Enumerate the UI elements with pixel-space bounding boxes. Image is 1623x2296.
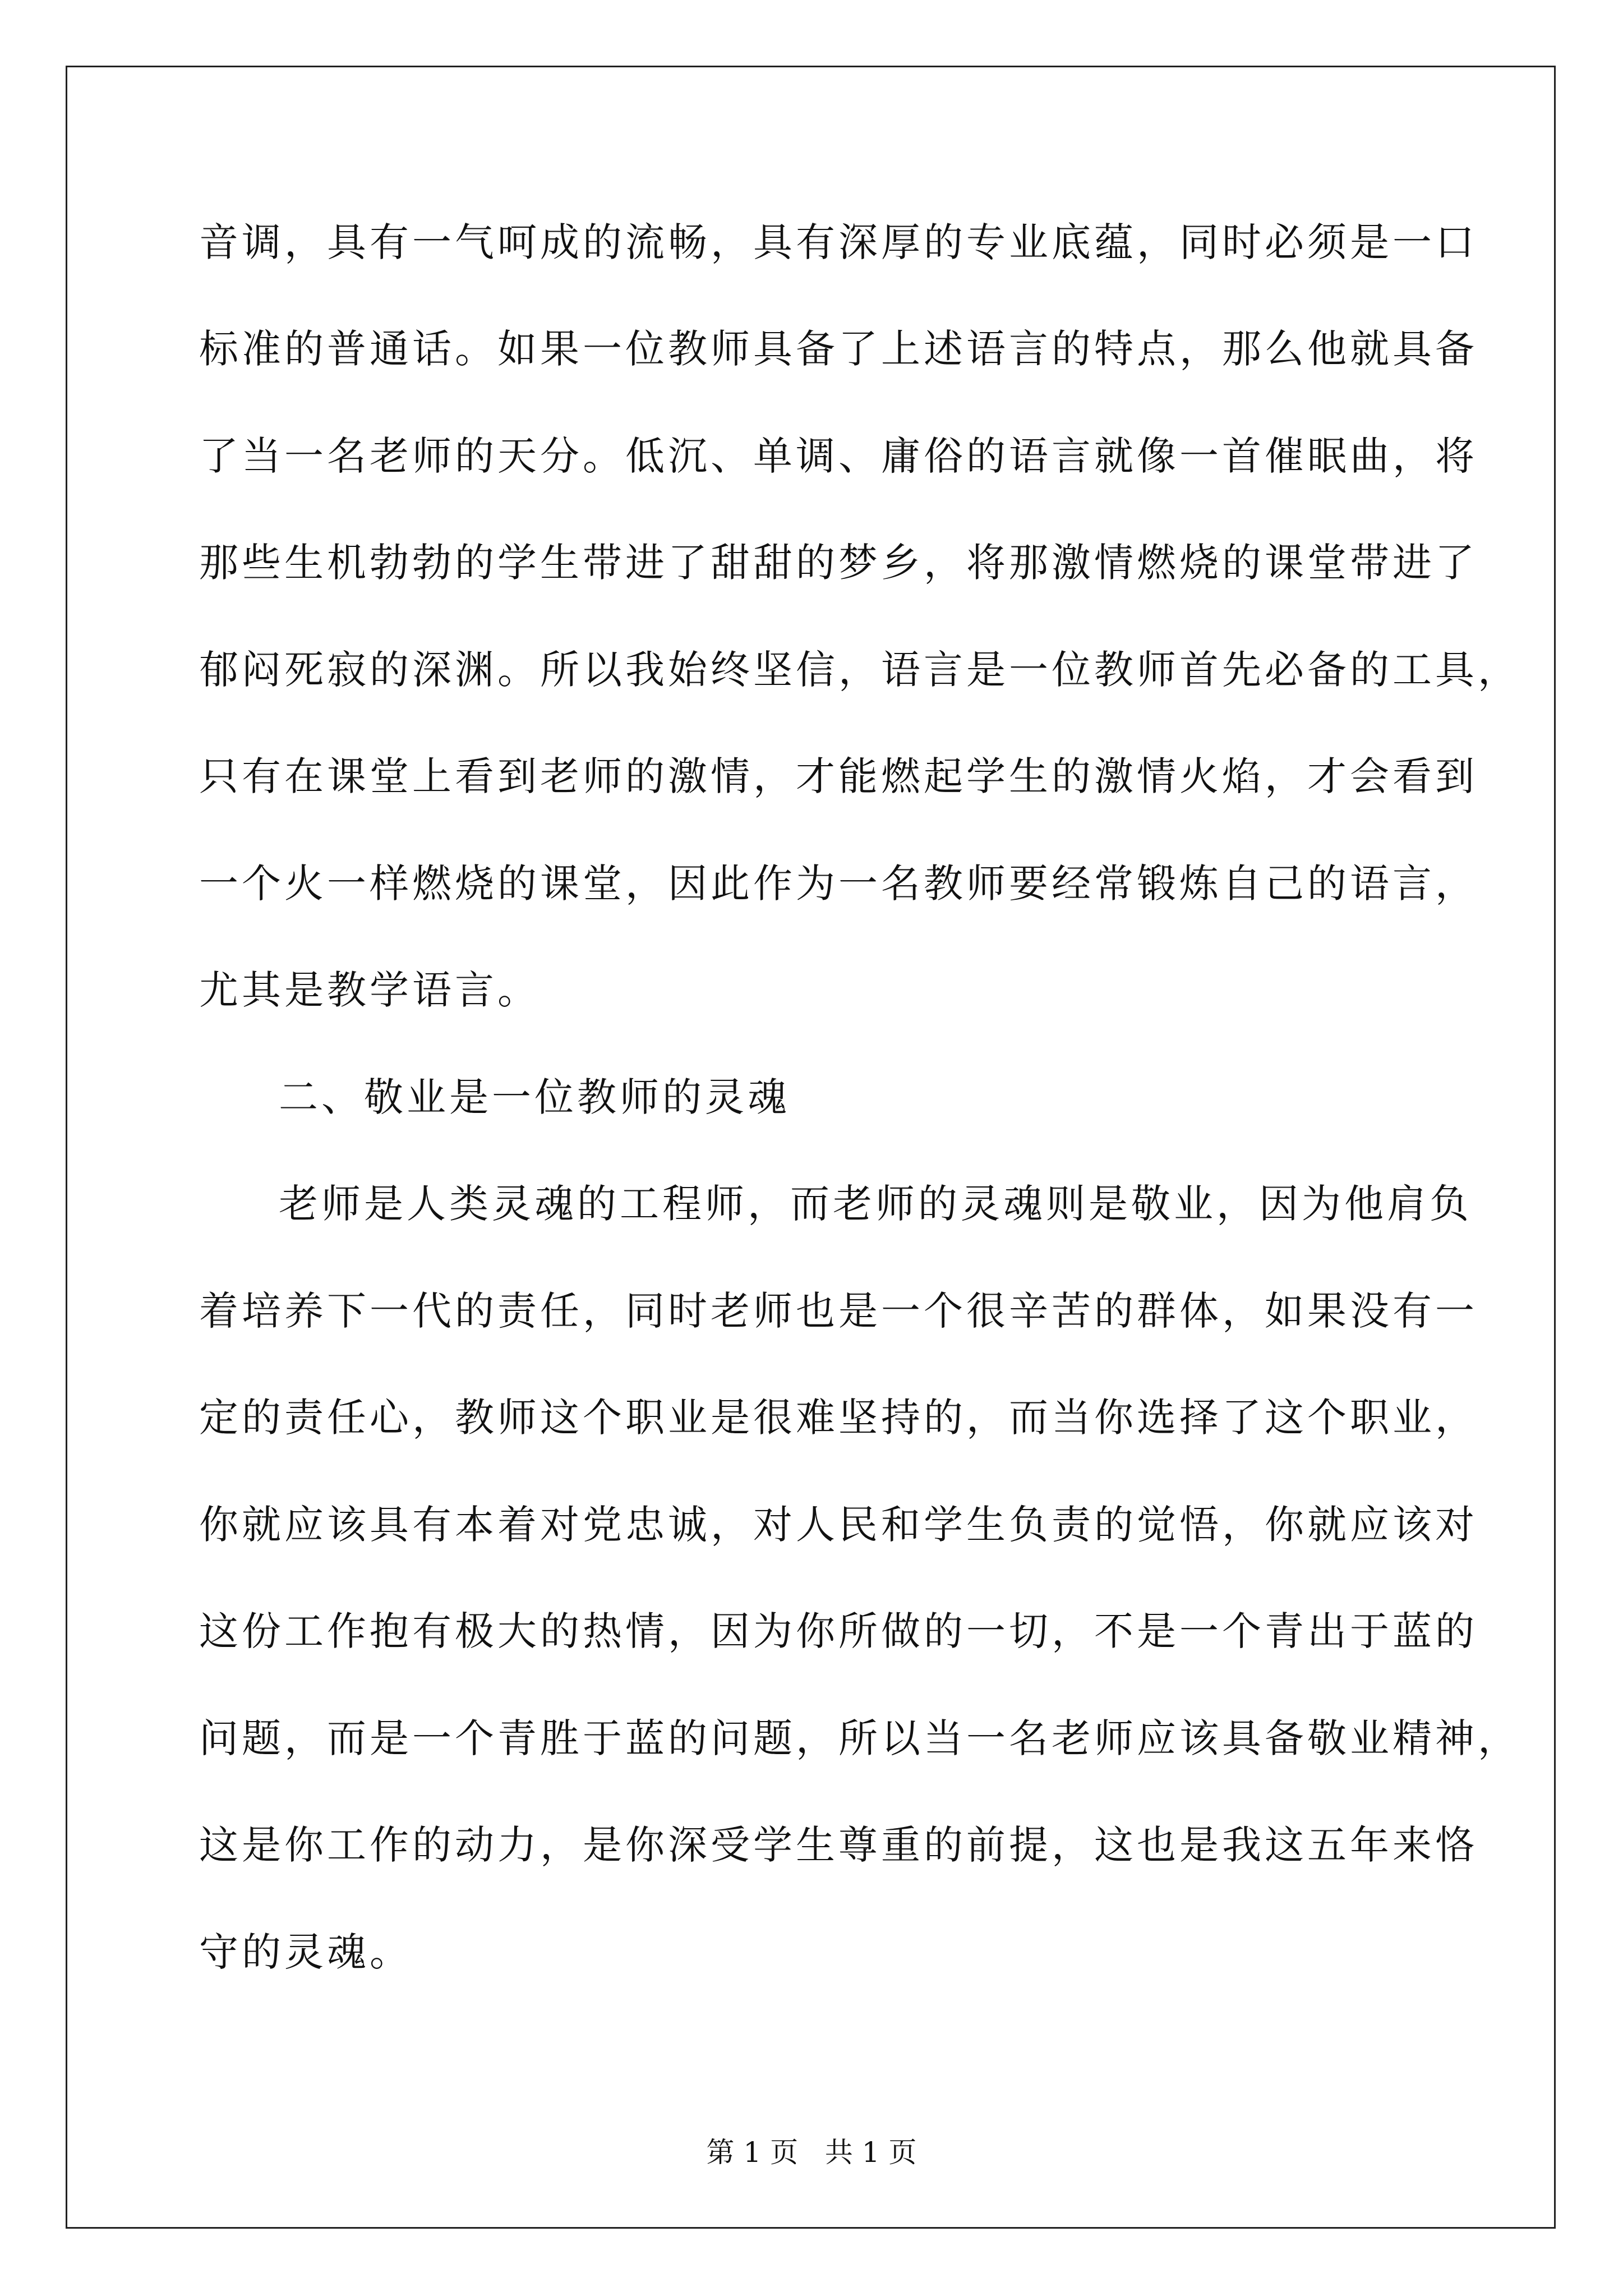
text-line: 郁闷死寂的深渊。所以我始终坚信，语言是一位教师首先必备的工具， — [199, 647, 1520, 693]
text-line: 着培养下一代的责任，同时老师也是一个很辛苦的群体，如果没有一 — [199, 1288, 1478, 1334]
text-line: 音调，具有一气呵成的流畅，具有深厚的专业底蕴，同时必须是一口 — [199, 219, 1478, 265]
text-line: 尤其是教学语言。 — [199, 967, 540, 1013]
page-footer: 第 1 页 共 1 页 — [706, 2136, 917, 2169]
text-line: 你就应该具有本着对党忠诚，对人民和学生负责的觉悟，你就应该对 — [199, 1502, 1478, 1548]
text-line: 只有在课堂上看到老师的激情，才能燃起学生的激情火焰，才会看到 — [199, 753, 1478, 799]
text-line: 问题，而是一个青胜于蓝的问题，所以当一名老师应该具备敬业精神， — [199, 1715, 1520, 1761]
section-heading: 二、敬业是一位教师的灵魂 — [279, 1074, 790, 1120]
page-border — [66, 66, 1556, 2229]
text-line: 这是你工作的动力，是你深受学生尊重的前提，这也是我这五年来恪 — [199, 1822, 1478, 1868]
text-line: 那些生机勃勃的学生带进了甜甜的梦乡，将那激情燃烧的课堂带进了 — [199, 540, 1478, 586]
text-line: 标准的普通话。如果一位教师具备了上述语言的特点，那么他就具备 — [199, 326, 1478, 372]
text-line: 这份工作抱有极大的热情，因为你所做的一切，不是一个青出于蓝的 — [199, 1608, 1478, 1654]
text-line: 了当一名老师的天分。低沉、单调、庸俗的语言就像一首催眠曲，将 — [199, 433, 1478, 479]
text-line: 老师是人类灵魂的工程师，而老师的灵魂则是敬业，因为他肩负 — [279, 1181, 1472, 1227]
text-line: 定的责任心，教师这个职业是很难坚持的，而当你选择了这个职业， — [199, 1395, 1478, 1441]
text-line: 一个火一样燃烧的课堂，因此作为一名教师要经常锻炼自己的语言， — [199, 861, 1478, 907]
text-line: 守的灵魂。 — [199, 1929, 412, 1975]
